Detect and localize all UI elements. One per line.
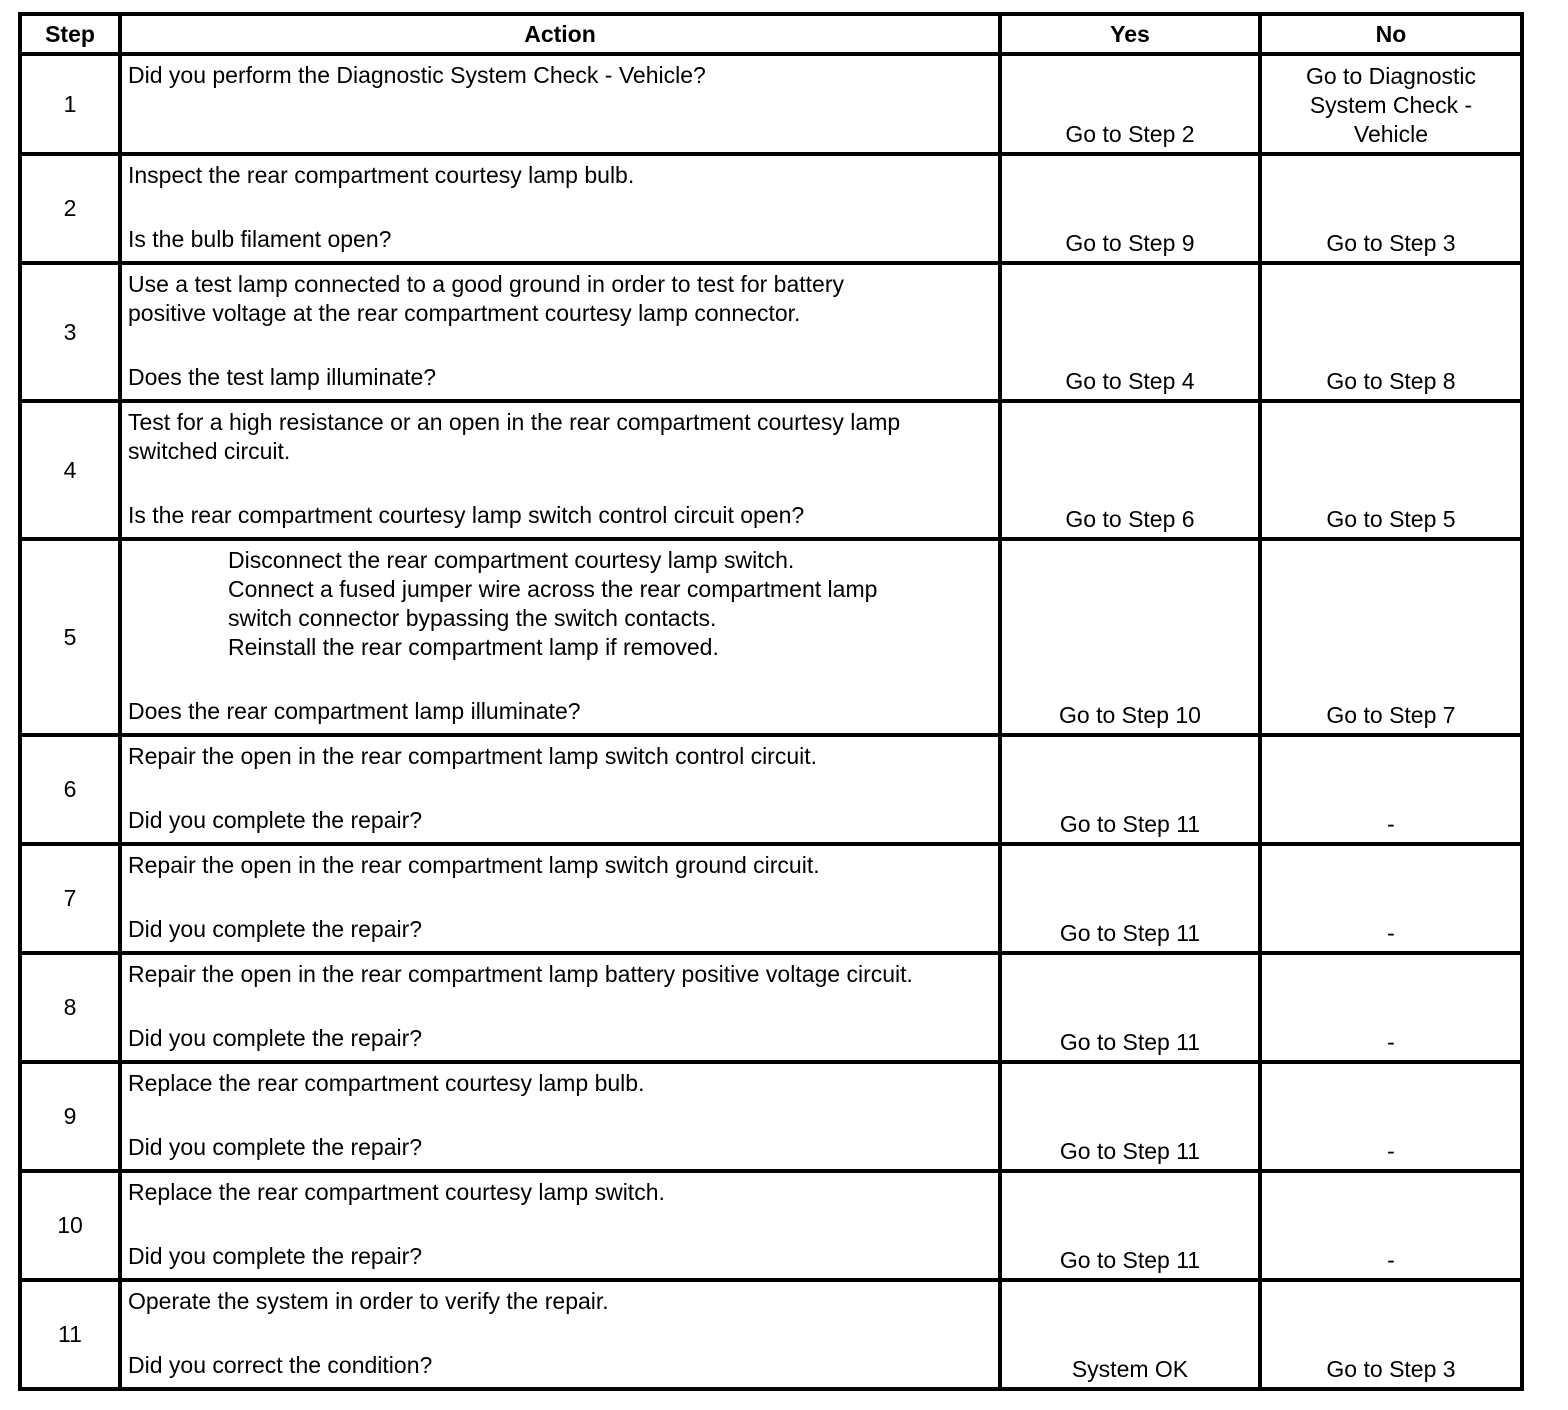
- yes-result: System OK: [1000, 1280, 1260, 1389]
- table-row: [20, 54, 1522, 154]
- yes-result: Go to Step 10: [1000, 539, 1260, 735]
- no-result-line: -: [1387, 1247, 1395, 1273]
- action-cell: [120, 1062, 1000, 1171]
- yes-result: Go to Step 11: [1000, 735, 1260, 844]
- action-question: Does the rear compartment lamp illuminate?: [128, 698, 581, 724]
- no-result-line: -: [1387, 1138, 1395, 1164]
- header-no: No: [1260, 14, 1522, 54]
- table-row: [20, 263, 1522, 401]
- header-action: Action: [120, 14, 1000, 54]
- step-number: 2: [20, 154, 120, 263]
- table-row: [20, 154, 1522, 263]
- yes-result: Go to Step 9: [1000, 154, 1260, 263]
- action-cell: [120, 154, 1000, 263]
- action-text-line: Operate the system in order to verify the repair.: [128, 1288, 609, 1314]
- action-question: Did you correct the condition?: [128, 1352, 433, 1378]
- step-number: 5: [20, 539, 120, 735]
- no-result-line: Go to Diagnostic: [1305, 63, 1477, 89]
- table-row: [20, 1171, 1522, 1280]
- yes-result: Go to Step 6: [1000, 401, 1260, 539]
- action-cell: [120, 953, 1000, 1062]
- action-cell: [120, 735, 1000, 844]
- action-text-line: Repair the open in the rear compartment lamp switch control circuit.: [128, 743, 818, 769]
- table-row: [20, 953, 1522, 1062]
- no-result: [1260, 1062, 1522, 1171]
- action-cell: [120, 263, 1000, 401]
- no-result-line: -: [1387, 920, 1395, 946]
- no-result: [1260, 735, 1522, 844]
- header-yes: Yes: [1000, 14, 1260, 54]
- no-result-line: System Check -: [1309, 92, 1473, 118]
- action-question: Did you complete the repair?: [128, 1134, 423, 1160]
- no-result-line: -: [1387, 1029, 1395, 1055]
- action-text-line: Did you perform the Diagnostic System Check - Vehicle?: [128, 62, 706, 88]
- action-text-line: positive voltage at the rear compartment courtesy lamp connector.: [128, 300, 801, 326]
- action-text-line: Disconnect the rear compartment courtesy lamp switch.: [228, 547, 795, 573]
- table-row: [20, 539, 1522, 735]
- no-result: [1260, 54, 1522, 154]
- step-number: 6: [20, 735, 120, 844]
- action-text-line: Replace the rear compartment courtesy lamp switch.: [128, 1179, 665, 1205]
- action-cell: [120, 1171, 1000, 1280]
- step-number: 11: [20, 1280, 120, 1389]
- step-number: 10: [20, 1171, 120, 1280]
- header-step: Step: [20, 14, 120, 54]
- action-text-line: Connect a fused jumper wire across the rear compartment lamp: [228, 576, 878, 602]
- diagnostic-table: [18, 12, 1524, 1391]
- no-result: [1260, 401, 1522, 539]
- step-number: 1: [20, 54, 120, 154]
- action-cell: [120, 539, 1000, 735]
- no-result: [1260, 263, 1522, 401]
- action-question: Does the test lamp illuminate?: [128, 364, 437, 390]
- step-number: 4: [20, 401, 120, 539]
- step-number: 9: [20, 1062, 120, 1171]
- no-result: [1260, 154, 1522, 263]
- yes-result: Go to Step 11: [1000, 953, 1260, 1062]
- action-text-line: Repair the open in the rear compartment lamp switch ground circuit.: [128, 852, 820, 878]
- no-result: [1260, 844, 1522, 953]
- header-row: [20, 14, 1522, 54]
- action-text-line: Inspect the rear compartment courtesy lamp bulb.: [128, 162, 635, 188]
- no-result: [1260, 1280, 1522, 1389]
- no-result: [1260, 539, 1522, 735]
- step-number: 7: [20, 844, 120, 953]
- action-text-line: Test for a high resistance or an open in the rear compartment courtesy lamp: [128, 409, 901, 435]
- no-result-line: Vehicle: [1353, 121, 1429, 147]
- table-row: [20, 735, 1522, 844]
- action-cell: [120, 844, 1000, 953]
- action-text-line: Repair the open in the rear compartment lamp battery positive voltage circuit.: [128, 961, 913, 987]
- action-text-line: switched circuit.: [128, 438, 291, 464]
- action-question: Did you complete the repair?: [128, 1025, 423, 1051]
- table-row: [20, 1280, 1522, 1389]
- table-row: [20, 844, 1522, 953]
- no-result: [1260, 1171, 1522, 1280]
- action-text-line: Use a test lamp connected to a good ground in order to test for battery: [128, 271, 844, 297]
- no-result-line: -: [1387, 811, 1395, 837]
- action-cell: [120, 1280, 1000, 1389]
- table-row: [20, 401, 1522, 539]
- no-result-line: Go to Step 3: [1326, 230, 1456, 256]
- action-cell: [120, 401, 1000, 539]
- yes-result: Go to Step 11: [1000, 844, 1260, 953]
- no-result-line: Go to Step 5: [1326, 506, 1456, 532]
- action-text-line: Reinstall the rear compartment lamp if removed.: [228, 634, 719, 660]
- no-result-line: Go to Step 8: [1326, 368, 1456, 394]
- action-cell: [120, 54, 1000, 154]
- table-row: [20, 1062, 1522, 1171]
- action-question: Did you complete the repair?: [128, 916, 423, 942]
- action-question: Did you complete the repair?: [128, 807, 423, 833]
- action-question: Did you complete the repair?: [128, 1243, 423, 1269]
- step-number: 8: [20, 953, 120, 1062]
- no-result: [1260, 953, 1522, 1062]
- yes-result: Go to Step 11: [1000, 1171, 1260, 1280]
- yes-result: Go to Step 2: [1000, 54, 1260, 154]
- action-text-line: switch connector bypassing the switch contacts.: [228, 605, 717, 631]
- action-question: Is the rear compartment courtesy lamp switch control circuit open?: [128, 502, 805, 528]
- action-question: Is the bulb filament open?: [128, 226, 392, 252]
- yes-result: Go to Step 11: [1000, 1062, 1260, 1171]
- step-number: 3: [20, 263, 120, 401]
- action-text-line: Replace the rear compartment courtesy lamp bulb.: [128, 1070, 645, 1096]
- no-result-line: Go to Step 7: [1326, 702, 1456, 728]
- yes-result: Go to Step 4: [1000, 263, 1260, 401]
- no-result-line: Go to Step 3: [1326, 1356, 1456, 1382]
